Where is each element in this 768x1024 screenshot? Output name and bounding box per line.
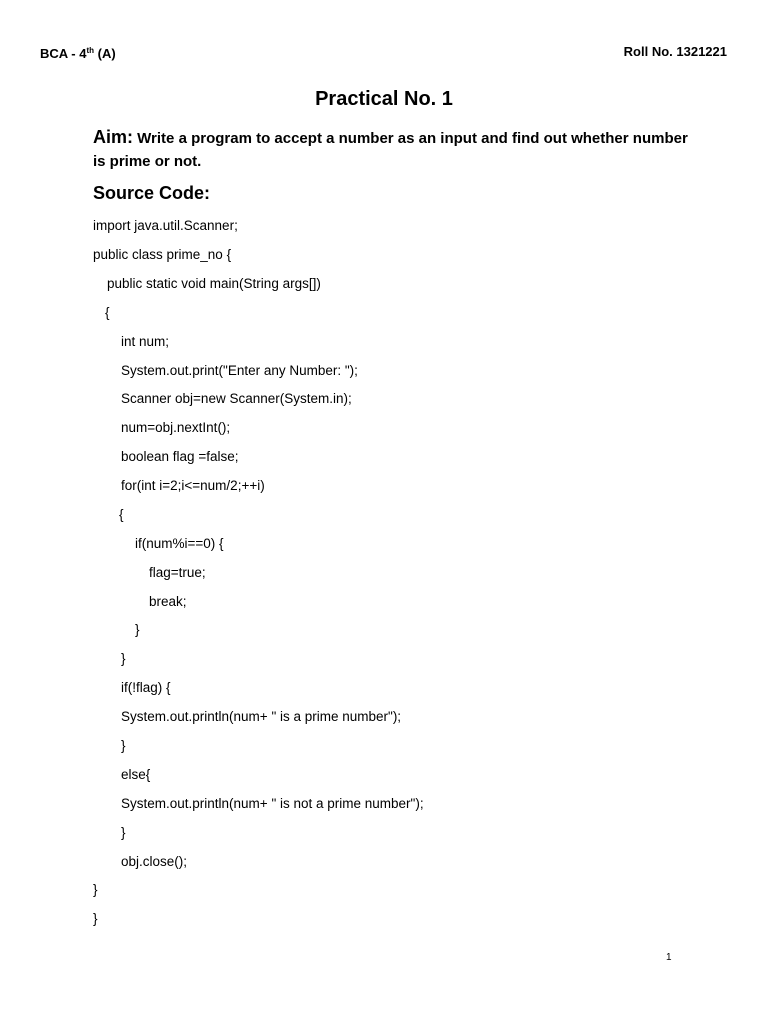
- class-label: [40, 46, 116, 61]
- aim-label: Aim:: [93, 127, 133, 147]
- roll-number: Roll No. 1321221: [623, 44, 727, 59]
- code-line: }: [121, 738, 126, 753]
- source-code-heading: Source Code:: [93, 183, 211, 203]
- code-line: if(num%i==0) {: [135, 536, 224, 551]
- aim-text: Write a program to accept a number as an input and find out whether number is prime or not.: [93, 130, 688, 170]
- code-line: if(!flag) {: [121, 680, 171, 695]
- class-section: (A): [94, 46, 116, 61]
- page-number: 1: [666, 952, 672, 963]
- page-title: Practical No. 1: [315, 88, 453, 110]
- code-line: }: [135, 622, 140, 637]
- code-line: public static void main(String args[]): [107, 276, 321, 291]
- code-line: Scanner obj=new Scanner(System.in);: [121, 391, 352, 406]
- code-line: num=obj.nextInt();: [121, 420, 231, 435]
- code-line: {: [119, 507, 124, 522]
- code-line: break;: [149, 594, 187, 609]
- code-line: }: [121, 825, 126, 840]
- aim-paragraph: [93, 126, 693, 173]
- code-line: System.out.println(num+ " is a prime number");: [121, 709, 402, 724]
- code-line: System.out.println(num+ " is not a prime number");: [121, 796, 424, 811]
- code-line: import java.util.Scanner;: [93, 218, 238, 233]
- code-line: System.out.print("Enter any Number: ");: [121, 363, 358, 378]
- code-line: for(int i=2;i<=num/2;++i): [121, 478, 265, 493]
- code-line: }: [121, 651, 126, 666]
- code-line: boolean flag =false;: [121, 449, 239, 464]
- code-line: public class prime_no {: [93, 247, 232, 262]
- code-line: {: [105, 305, 110, 320]
- code-line: flag=true;: [149, 565, 206, 580]
- class-main: BCA - 4: [40, 46, 87, 61]
- code-line: }: [93, 882, 98, 897]
- code-line: obj.close();: [121, 854, 188, 869]
- code-line: }: [93, 911, 98, 926]
- code-line: else{: [121, 767, 151, 782]
- code-line: int num;: [121, 334, 170, 349]
- class-superscript: th: [86, 46, 95, 55]
